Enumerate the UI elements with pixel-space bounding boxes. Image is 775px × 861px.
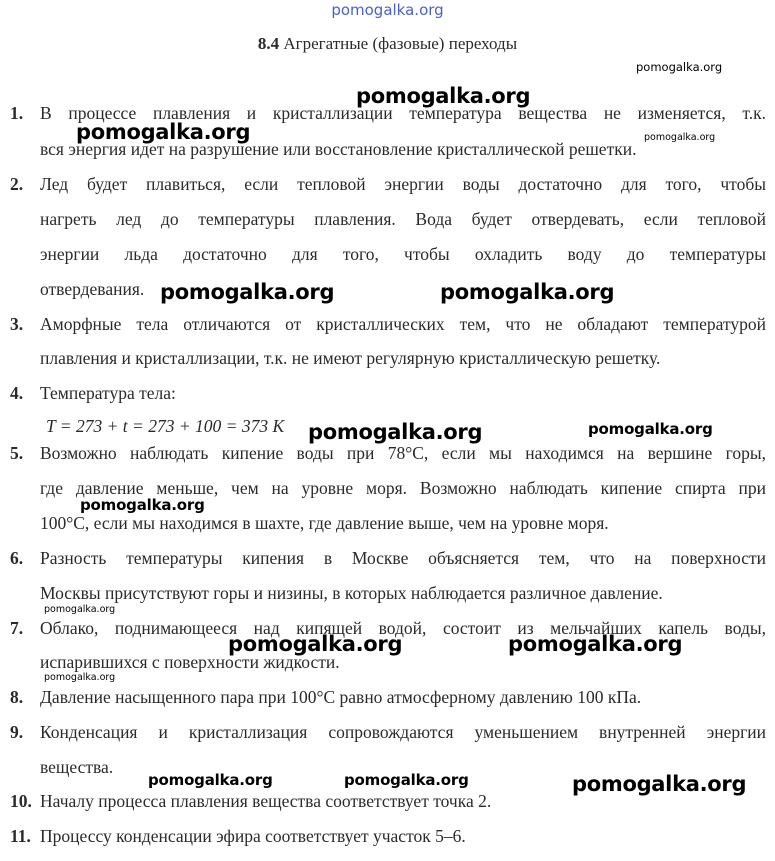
item-number: 1.	[10, 103, 24, 123]
watermark: pomogalka.org	[644, 132, 716, 143]
item-line: вся энергия идет на разрушение или восстановление кристаллической решетки.	[40, 139, 637, 159]
item-number: 11.	[10, 826, 31, 846]
watermark: pomogalka.org	[344, 771, 469, 789]
watermark: pomogalka.org	[80, 496, 205, 514]
watermark: pomogalka.org	[508, 632, 683, 656]
item-number: 10.	[10, 791, 32, 811]
watermark: pomogalka.org	[588, 420, 713, 438]
item-line: Разность температуры кипения в Москве объясняется тем, что на поверхности	[40, 548, 766, 568]
watermark: pomogalka.org	[44, 604, 116, 615]
item-number: 6.	[10, 548, 24, 568]
item-line: где давление меньше, чем на уровне моря. Возможно наблюдать кипение спирта при	[40, 478, 766, 498]
item-number: 9.	[10, 722, 24, 742]
item-line: нагреть лед до температуры плавления. Вода будет отвердевать, если тепловой	[40, 209, 766, 229]
item-line: Возможно наблюдать кипение воды при 78°C, если мы находимся на вершине горы,	[40, 443, 766, 463]
watermark: pomogalka.org	[572, 772, 747, 796]
watermark: pomogalka.org	[440, 280, 615, 304]
item-line: Аморфные тела отличаются от кристаллических тем, что не обладают температурой	[40, 314, 766, 334]
item-line: Конденсация и кристаллизация сопровождаются уменьшением внутренней энергии	[40, 722, 766, 742]
item-number: 4.	[10, 383, 24, 403]
site-header-link[interactable]: pomogalka.org	[331, 1, 444, 19]
section-title	[0, 34, 775, 54]
item-line: Процессу конденсации эфира соответствует участок 5–6.	[40, 826, 466, 846]
item-line: Лед будет плавиться, если тепловой энергии воды достаточно для того, чтобы	[40, 174, 766, 194]
item-line: вещества.	[40, 757, 114, 777]
item-line: плавления и кристаллизации, т.к. не имеют регулярную кристаллическую решетку.	[40, 348, 661, 368]
watermark: pomogalka.org	[148, 771, 273, 789]
item-line: Давление насыщенного пара при 100°C равно атмосферному давлению 100 кПа.	[40, 687, 642, 707]
item-number: 7.	[10, 618, 24, 638]
item-line: Температура тела:	[40, 383, 176, 403]
item-line: В процессе плавления и кристаллизации температура вещества не изменяется, т.к.	[40, 103, 766, 123]
item-number: 8.	[10, 687, 24, 707]
item-line: 100°C, если мы находимся в шахте, где давление выше, чем на уровне моря.	[40, 513, 609, 533]
item-number: 3.	[10, 314, 24, 334]
watermark: pomogalka.org	[636, 60, 723, 74]
formula: T = 273 + t = 273 + 100 = 373 К	[46, 416, 285, 436]
watermark: pomogalka.org	[160, 280, 335, 304]
watermark: pomogalka.org	[76, 120, 251, 144]
item-line: Началу процесса плавления вещества соответствует точка 2.	[40, 791, 492, 811]
watermark: pomogalka.org	[228, 632, 403, 656]
item-number: 2.	[10, 174, 24, 194]
item-line: энергии льда достаточно для того, чтобы охладить воду до температуры	[40, 244, 766, 264]
item-line: отвердевания.	[40, 279, 145, 299]
watermark: pomogalka.org	[356, 84, 531, 108]
section-number: 8.4	[257, 34, 280, 53]
item-line: Москвы присутствуют горы и низины, в которых наблюдается различное давление.	[40, 583, 663, 603]
section-title-text: Агрегатные (фазовые) переходы	[283, 34, 518, 53]
item-line: Облако, поднимающееся над кипящей водой, состоит из мельчайших капель воды,	[40, 618, 766, 638]
item-line: испарившихся с поверхности жидкости.	[40, 652, 340, 672]
watermark: pomogalka.org	[44, 672, 116, 683]
item-number: 5.	[10, 443, 24, 463]
watermark: pomogalka.org	[308, 420, 483, 444]
